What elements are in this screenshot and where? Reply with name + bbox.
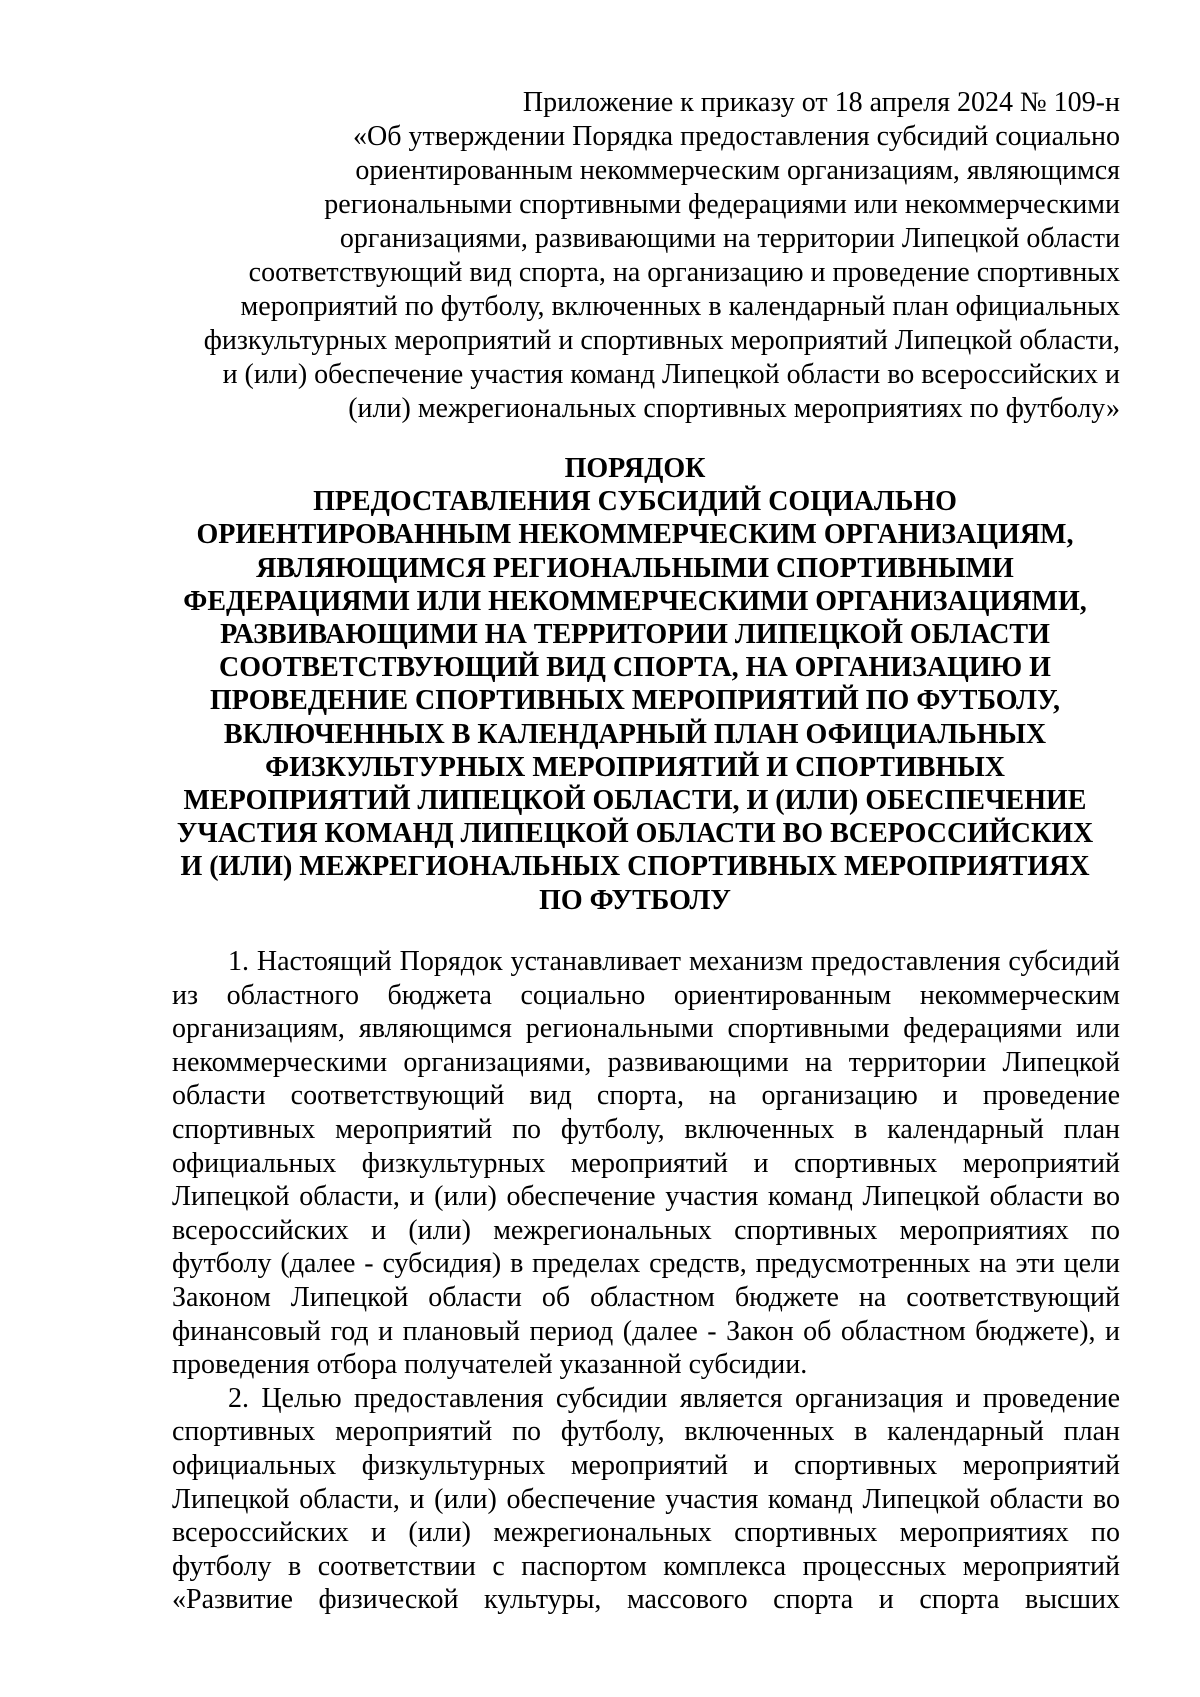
title-line: РАЗВИВАЮЩИМИ НА ТЕРРИТОРИИ ЛИПЕЦКОЙ ОБЛАСТИ (220, 619, 1050, 651)
appendix-line: физкультурных мероприятий и спортивных мероприятий Липецкой области, (203, 325, 1120, 356)
paragraph-line: организациям, являющимся региональными спортивными федерациями или (172, 1013, 1120, 1045)
paragraph-line: всероссийских и (или) межрегиональных спортивных мероприятиях по (172, 1214, 1120, 1246)
document-body (172, 945, 1120, 1617)
title-line: ФЕДЕРАЦИЯМИ ИЛИ НЕКОММЕРЧЕСКИМИ ОРГАНИЗАЦИЯМИ, (183, 585, 1087, 617)
paragraph-line: спортивных мероприятий по футболу, включенных в календарный план (172, 1416, 1120, 1448)
appendix-line: организациями, развивающими на территории Липецкой области (339, 223, 1120, 254)
title-line: УЧАСТИЯ КОМАНД ЛИПЕЦКОЙ ОБЛАСТИ ВО ВСЕРОССИЙСКИХ (176, 818, 1094, 850)
appendix-line: соответствующий вид спорта, на организацию и проведение спортивных (248, 257, 1120, 288)
appendix-line: (или) межрегиональных спортивных мероприятиях по футболу» (348, 393, 1120, 424)
paragraph-line: официальных физкультурных мероприятий и спортивных мероприятий (172, 1449, 1120, 1481)
appendix-line: региональными спортивными федерациями или некоммерческими (324, 189, 1120, 220)
paragraph-line: Липецкой области, и (или) обеспечение участия команд Липецкой области во (172, 1181, 1120, 1213)
paragraph-line: Законом Липецкой области об областном бюджете на соответствующий (172, 1281, 1120, 1313)
title-line: ПРОВЕДЕНИЕ СПОРТИВНЫХ МЕРОПРИЯТИЙ ПО ФУТБОЛУ, (209, 685, 1061, 717)
title-line: ВКЛЮЧЕННЫХ В КАЛЕНДАРНЫЙ ПЛАН ОФИЦИАЛЬНЫХ (223, 718, 1047, 750)
paragraph-line: из областного бюджета социально ориентированным некоммерческим (172, 979, 1120, 1011)
title-line: СООТВЕТСТВУЮЩИЙ ВИД СПОРТА, НА ОРГАНИЗАЦИЮ И (219, 652, 1051, 684)
title-line: ПРЕДОСТАВЛЕНИЯ СУБСИДИЙ СОЦИАЛЬНО (313, 486, 957, 518)
title-line: МЕРОПРИЯТИЙ ЛИПЕЦКОЙ ОБЛАСТИ, И (ИЛИ) ОБЕСПЕЧЕНИЕ (183, 785, 1087, 817)
appendix-line: «Об утверждении Порядка предоставления субсидий социально (353, 121, 1120, 152)
paragraph-2 (172, 1382, 1120, 1617)
appendix-header (150, 86, 1120, 426)
paragraph-line: официальных физкультурных мероприятий и спортивных мероприятий (172, 1147, 1120, 1179)
paragraph-line: финансовый год и плановый период (далее - Закон об областном бюджете), и (172, 1315, 1120, 1347)
paragraph-line: всероссийских и (или) межрегиональных спортивных мероприятиях по (172, 1517, 1120, 1549)
title-line: ЯВЛЯЮЩИМСЯ РЕГИОНАЛЬНЫМИ СПОРТИВНЫМИ (256, 552, 1014, 584)
title-line: ПОРЯДОК (564, 453, 706, 484)
paragraph-line: футболу в соответствии с паспортом комплекса процессных мероприятий (172, 1550, 1120, 1582)
paragraph-line: футболу (далее - субсидия) в пределах средств, предусмотренных на эти цели (172, 1248, 1120, 1280)
appendix-line: и (или) обеспечение участия команд Липецкой области во всероссийских и (222, 359, 1120, 390)
paragraph-line: Липецкой области, и (или) обеспечение участия команд Липецкой области во (172, 1483, 1120, 1515)
paragraph-line: области соответствующий вид спорта, на организацию и проведение (172, 1080, 1120, 1112)
title-line: ПО ФУТБОЛУ (539, 884, 731, 916)
title-line: И (ИЛИ) МЕЖРЕГИОНАЛЬНЫХ СПОРТИВНЫХ МЕРОПРИЯТИЯХ (180, 851, 1090, 883)
paragraph-line: 2. Целью предоставления субсидии является организация и проведение (228, 1382, 1120, 1414)
paragraph-1 (172, 945, 1120, 1382)
title-line: ФИЗКУЛЬТУРНЫХ МЕРОПРИЯТИЙ И СПОРТИВНЫХ (265, 751, 1005, 783)
paragraph-line: «Развитие физической культуры, массового спорта и спорта высших (172, 1584, 1120, 1616)
appendix-line: ориентированным некоммерческим организациям, являющимся (355, 155, 1120, 186)
paragraph-line: 1. Настоящий Порядок устанавливает механизм предоставления субсидий (228, 946, 1120, 977)
appendix-line: мероприятий по футболу, включенных в календарный план официальных (240, 291, 1120, 322)
paragraph-line: некоммерческими организациями, развивающими на территории Липецкой (172, 1046, 1120, 1078)
paragraph-line: проведения отбора получателей указанной субсидии. (172, 1349, 808, 1381)
paragraph-line: спортивных мероприятий по футболу, включенных в календарный план (172, 1113, 1120, 1145)
title-line: ОРИЕНТИРОВАННЫМ НЕКОММЕРЧЕСКИМ ОРГАНИЗАЦИЯМ, (196, 519, 1074, 551)
appendix-line: Приложение к приказу от 18 апреля 2024 № 109-н (522, 87, 1120, 118)
document-title (150, 452, 1120, 917)
